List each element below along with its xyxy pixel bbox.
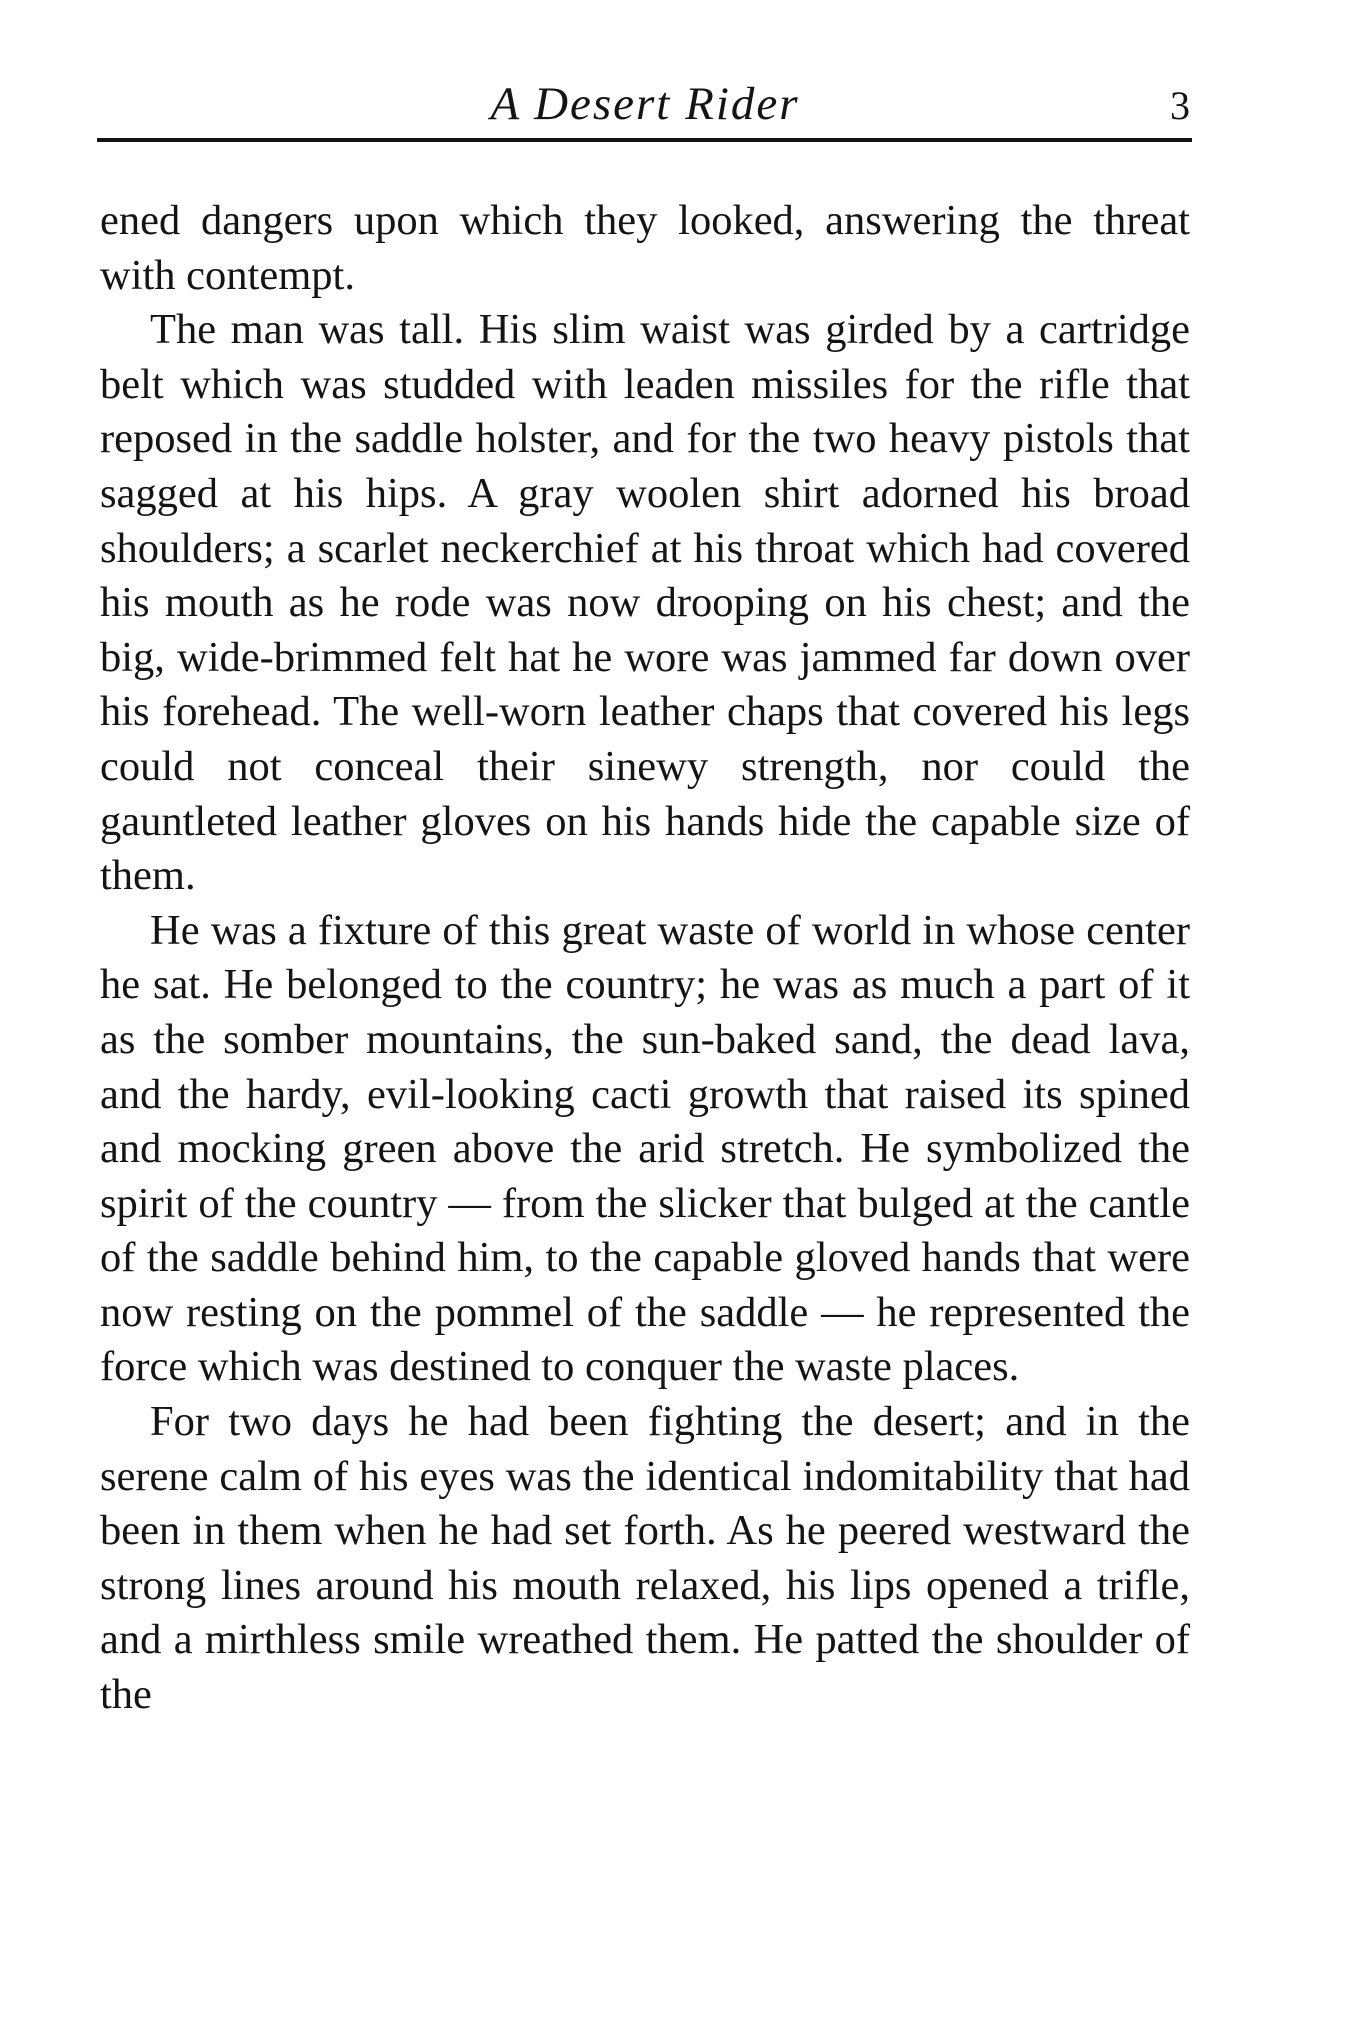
- page-number: 3: [1170, 83, 1190, 128]
- paragraph: The man was tall. His slim waist was girded by a cartridge belt which was studded with leaden missiles for the rifle that reposed in the saddle holster, and for the two heavy pistols that sagged at his hips. A gray woolen shirt adorned his broad shoulders; a scarlet neckerchief at his throat which had covered his mouth as he rode was now drooping on his chest; and the big, wide-brimmed felt hat he wore was jammed far down over his forehead. The well-worn leather chaps that covered his legs could not conceal their sinewy strength, nor could the gauntleted leather gloves on his hands hide the capable size of them.: [100, 306, 1190, 900]
- body-text: [100, 194, 1190, 1723]
- paragraph: He was a fixture of this great waste of world in whose center he sat. He belonged to the country; he was as much a part of it as the somber mountains, the sun-baked sand, the dead lava, and the hardy, evil-looking cacti growth that raised its spined and mocking green above the arid stretch. He symbolized the spirit of the country — from the slicker that bulged at the cantle of the saddle behind him, to the capable gloved hands that were now resting on the pommel of the saddle — he represented the force which was destined to conquer the waste places.: [100, 906, 1190, 1391]
- paragraph: For two days he had been fighting the desert; and in the serene calm of his eyes was the identical indomitability that had been in them when he had set forth. As he peered westward the strong lines around his mouth relaxed, his lips opened a trifle, and a mirthless smile wreathed them. He patted the shoulder of the: [100, 1398, 1190, 1719]
- running-head: [100, 74, 1190, 134]
- header-rule: [97, 138, 1192, 142]
- paragraph-continued: ened dangers upon which they looked, answering the threat with contempt.: [100, 197, 1190, 299]
- running-title: A Desert Rider: [490, 78, 800, 130]
